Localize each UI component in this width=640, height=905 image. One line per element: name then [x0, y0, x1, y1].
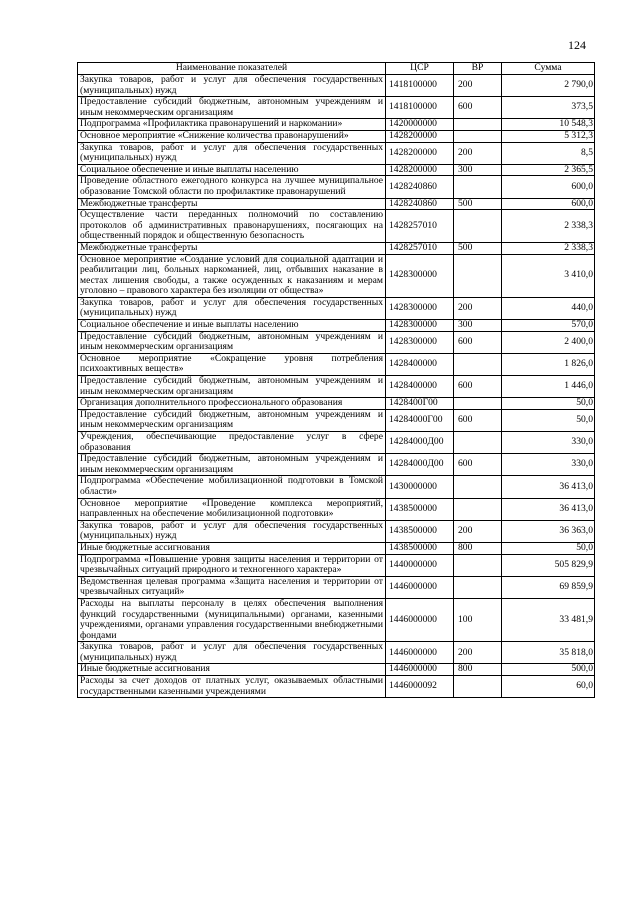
row-vr-cell	[454, 130, 502, 142]
row-name-cell: Предоставление субсидий бюджетным, автономным учреждениям и иным некоммерческим организациям	[78, 97, 386, 119]
table-row	[78, 476, 595, 498]
table-row	[78, 664, 595, 676]
table-row	[78, 432, 595, 454]
header-name: Наименование показателей	[78, 63, 386, 75]
row-name-cell: Закупка товаров, работ и услуг для обеспечения государственных (муниципальных) нужд	[78, 520, 386, 542]
row-csr-cell: 1446000092	[386, 676, 454, 698]
row-csr-cell: 1438500000	[386, 498, 454, 520]
row-csr-cell: 1428240860	[386, 198, 454, 210]
row-sum-cell: 35 818,0	[502, 642, 595, 664]
row-csr-cell: 1428300000	[386, 320, 454, 332]
budget-table	[77, 62, 595, 698]
row-csr-cell: 1428400Г00	[386, 398, 454, 410]
row-sum-cell: 50,0	[502, 398, 595, 410]
row-name-cell: Организация дополнительного профессионального образования	[78, 398, 386, 410]
row-csr-cell: 1446000000	[386, 664, 454, 676]
row-sum-cell: 50,0	[502, 542, 595, 554]
table-row	[78, 676, 595, 698]
row-name-cell: Иные бюджетные ассигнования	[78, 664, 386, 676]
row-name-cell: Закупка товаров, работ и услуг для обеспечения государственных (муниципальных) нужд	[78, 297, 386, 319]
row-sum-cell: 36 363,0	[502, 520, 595, 542]
row-vr-cell	[454, 176, 502, 198]
row-vr-cell	[454, 432, 502, 454]
table-row	[78, 376, 595, 398]
row-name-cell: Учреждения, обеспечивающие предоставление услуг в сфере образования	[78, 432, 386, 454]
row-name-cell: Предоставление субсидий бюджетным, автономным учреждениям и иным некоммерческим организациям	[78, 409, 386, 431]
table-row	[78, 119, 595, 131]
row-csr-cell: 1428300000	[386, 297, 454, 319]
row-name-cell: Закупка товаров, работ и услуг для обеспечения государственных (муниципальных) нужд	[78, 75, 386, 97]
row-csr-cell: 1428400000	[386, 353, 454, 375]
row-sum-cell: 2 338,3	[502, 210, 595, 243]
row-csr-cell: 1428300000	[386, 254, 454, 297]
table-row	[78, 164, 595, 176]
row-sum-cell: 570,0	[502, 320, 595, 332]
row-name-cell: Основное мероприятие «Создание условий для социальной адаптации и реабилитации лиц, больных наркоманией, лиц, отбывших наказание в местах лишения свободы, а также осужденных к наказаниям и мерам уголовно – правового характера без изоляции от общества»	[78, 254, 386, 297]
row-sum-cell: 33 481,9	[502, 598, 595, 641]
row-csr-cell: 1418100000	[386, 75, 454, 97]
table-header	[78, 63, 595, 75]
row-vr-cell: 600	[454, 331, 502, 353]
row-vr-cell	[454, 498, 502, 520]
table-row	[78, 598, 595, 641]
table-body	[78, 75, 595, 698]
header-vr: ВР	[454, 63, 502, 75]
row-name-cell: Закупка товаров, работ и услуг для обеспечения государственных (муниципальных) нужд	[78, 142, 386, 164]
row-vr-cell: 500	[454, 198, 502, 210]
table-row	[78, 331, 595, 353]
row-vr-cell: 200	[454, 297, 502, 319]
row-name-cell: Подпрограмма «Повышение уровня защиты населения и территории от чрезвычайных ситуаций природного и техногенного характера»	[78, 554, 386, 576]
row-vr-cell	[454, 576, 502, 598]
row-vr-cell	[454, 476, 502, 498]
row-sum-cell: 600,0	[502, 176, 595, 198]
row-csr-cell: 1446000000	[386, 576, 454, 598]
row-vr-cell	[454, 676, 502, 698]
header-csr: ЦСР	[386, 63, 454, 75]
table-row	[78, 353, 595, 375]
table-row	[78, 130, 595, 142]
row-sum-cell: 69 859,9	[502, 576, 595, 598]
row-name-cell: Ведомственная целевая программа «Защита населения и территории от чрезвычайных ситуаций»	[78, 576, 386, 598]
row-sum-cell: 373,5	[502, 97, 595, 119]
table-row	[78, 176, 595, 198]
row-name-cell: Предоставление субсидий бюджетным, автономным учреждениям и иным некоммерческим организациям	[78, 454, 386, 476]
row-sum-cell: 440,0	[502, 297, 595, 319]
row-csr-cell: 1428200000	[386, 142, 454, 164]
row-name-cell: Межбюджетные трансферты	[78, 198, 386, 210]
row-csr-cell: 1420000000	[386, 119, 454, 131]
row-sum-cell: 36 413,0	[502, 476, 595, 498]
row-vr-cell	[454, 554, 502, 576]
row-vr-cell: 200	[454, 75, 502, 97]
row-name-cell: Подпрограмма «Профилактика правонарушений и наркомании»	[78, 119, 386, 131]
row-sum-cell: 3 410,0	[502, 254, 595, 297]
row-sum-cell: 330,0	[502, 432, 595, 454]
row-vr-cell	[454, 353, 502, 375]
row-csr-cell: 14284000Д00	[386, 432, 454, 454]
table-row	[78, 75, 595, 97]
row-csr-cell: 14284000Г00	[386, 409, 454, 431]
row-csr-cell: 1428200000	[386, 130, 454, 142]
row-sum-cell: 500,0	[502, 664, 595, 676]
table-row	[78, 498, 595, 520]
row-sum-cell: 2 790,0	[502, 75, 595, 97]
row-vr-cell: 600	[454, 454, 502, 476]
table-row	[78, 297, 595, 319]
row-sum-cell: 330,0	[502, 454, 595, 476]
row-name-cell: Расходы на выплаты персоналу в целях обеспечения выполнения функций государственными (муниципальными) органами, казенными учреждениями, органами управления государственными внебюджетными фондами	[78, 598, 386, 641]
row-name-cell: Межбюджетные трансферты	[78, 242, 386, 254]
table-row	[78, 454, 595, 476]
table-row	[78, 554, 595, 576]
row-name-cell: Иные бюджетные ассигнования	[78, 542, 386, 554]
row-csr-cell: 1428257010	[386, 210, 454, 243]
row-sum-cell: 5 312,3	[502, 130, 595, 142]
row-vr-cell	[454, 398, 502, 410]
row-vr-cell: 100	[454, 598, 502, 641]
row-vr-cell: 800	[454, 542, 502, 554]
row-sum-cell: 600,0	[502, 198, 595, 210]
header-row	[78, 63, 595, 75]
row-sum-cell: 1 446,0	[502, 376, 595, 398]
row-vr-cell: 600	[454, 409, 502, 431]
header-sum: Сумма	[502, 63, 595, 75]
table-row	[78, 198, 595, 210]
table-row	[78, 242, 595, 254]
row-vr-cell: 200	[454, 642, 502, 664]
row-csr-cell: 1428240860	[386, 176, 454, 198]
table-row	[78, 409, 595, 431]
table-row	[78, 210, 595, 243]
table-row	[78, 520, 595, 542]
row-vr-cell	[454, 119, 502, 131]
row-csr-cell: 1418100000	[386, 97, 454, 119]
table-row	[78, 320, 595, 332]
row-sum-cell: 2 338,3	[502, 242, 595, 254]
row-vr-cell: 200	[454, 142, 502, 164]
row-name-cell: Основное мероприятие «Снижение количества правонарушений»	[78, 130, 386, 142]
row-vr-cell: 600	[454, 376, 502, 398]
row-name-cell: Проведение областного ежегодного конкурса на лучшее муниципальное образование Томской области по профилактике правонарушений	[78, 176, 386, 198]
table-row	[78, 576, 595, 598]
row-vr-cell: 500	[454, 242, 502, 254]
row-csr-cell: 1438500000	[386, 520, 454, 542]
row-csr-cell: 1438500000	[386, 542, 454, 554]
row-csr-cell: 1430000000	[386, 476, 454, 498]
table-row	[78, 642, 595, 664]
row-vr-cell: 200	[454, 520, 502, 542]
row-name-cell: Предоставление субсидий бюджетным, автономным учреждениям и иным некоммерческим организациям	[78, 376, 386, 398]
table-row	[78, 398, 595, 410]
row-sum-cell: 36 413,0	[502, 498, 595, 520]
row-sum-cell: 2 400,0	[502, 331, 595, 353]
row-sum-cell: 1 826,0	[502, 353, 595, 375]
row-csr-cell: 1440000000	[386, 554, 454, 576]
table-row	[78, 254, 595, 297]
row-vr-cell	[454, 254, 502, 297]
row-name-cell: Закупка товаров, работ и услуг для обеспечения государственных (муниципальных) нужд	[78, 642, 386, 664]
table-row	[78, 97, 595, 119]
row-vr-cell: 800	[454, 664, 502, 676]
row-csr-cell: 1428400000	[386, 376, 454, 398]
row-csr-cell: 1428257010	[386, 242, 454, 254]
row-csr-cell: 14284000Д00	[386, 454, 454, 476]
row-sum-cell: 505 829,9	[502, 554, 595, 576]
row-csr-cell: 1446000000	[386, 642, 454, 664]
row-name-cell: Осуществление части переданных полномочий по составлению протоколов об административных правонарушениях, посягающих на общественный порядок и общественную безопасность	[78, 210, 386, 243]
row-name-cell: Социальное обеспечение и иные выплаты населению	[78, 320, 386, 332]
row-sum-cell: 60,0	[502, 676, 595, 698]
row-sum-cell: 10 548,3	[502, 119, 595, 131]
row-name-cell: Социальное обеспечение и иные выплаты населению	[78, 164, 386, 176]
row-vr-cell: 300	[454, 320, 502, 332]
row-name-cell: Основное мероприятие «Сокращение уровня потребления психоактивных веществ»	[78, 353, 386, 375]
row-sum-cell: 8,5	[502, 142, 595, 164]
row-vr-cell	[454, 210, 502, 243]
row-vr-cell: 600	[454, 97, 502, 119]
table-row	[78, 542, 595, 554]
row-sum-cell: 2 365,5	[502, 164, 595, 176]
row-name-cell: Основное мероприятие «Проведение комплекса мероприятий, направленных на обеспечение мобилизационной подготовки»	[78, 498, 386, 520]
page-number: 124	[568, 38, 586, 52]
row-csr-cell: 1428200000	[386, 164, 454, 176]
table-row	[78, 142, 595, 164]
row-name-cell: Подпрограмма «Обеспечение мобилизационной подготовки в Томской области»	[78, 476, 386, 498]
row-name-cell: Предоставление субсидий бюджетным, автономным учреждениям и иным некоммерческим организациям	[78, 331, 386, 353]
row-vr-cell: 300	[454, 164, 502, 176]
row-csr-cell: 1428300000	[386, 331, 454, 353]
row-sum-cell: 50,0	[502, 409, 595, 431]
row-csr-cell: 1446000000	[386, 598, 454, 641]
row-name-cell: Расходы за счет доходов от платных услуг, оказываемых областными государственными казенными учреждениями	[78, 676, 386, 698]
